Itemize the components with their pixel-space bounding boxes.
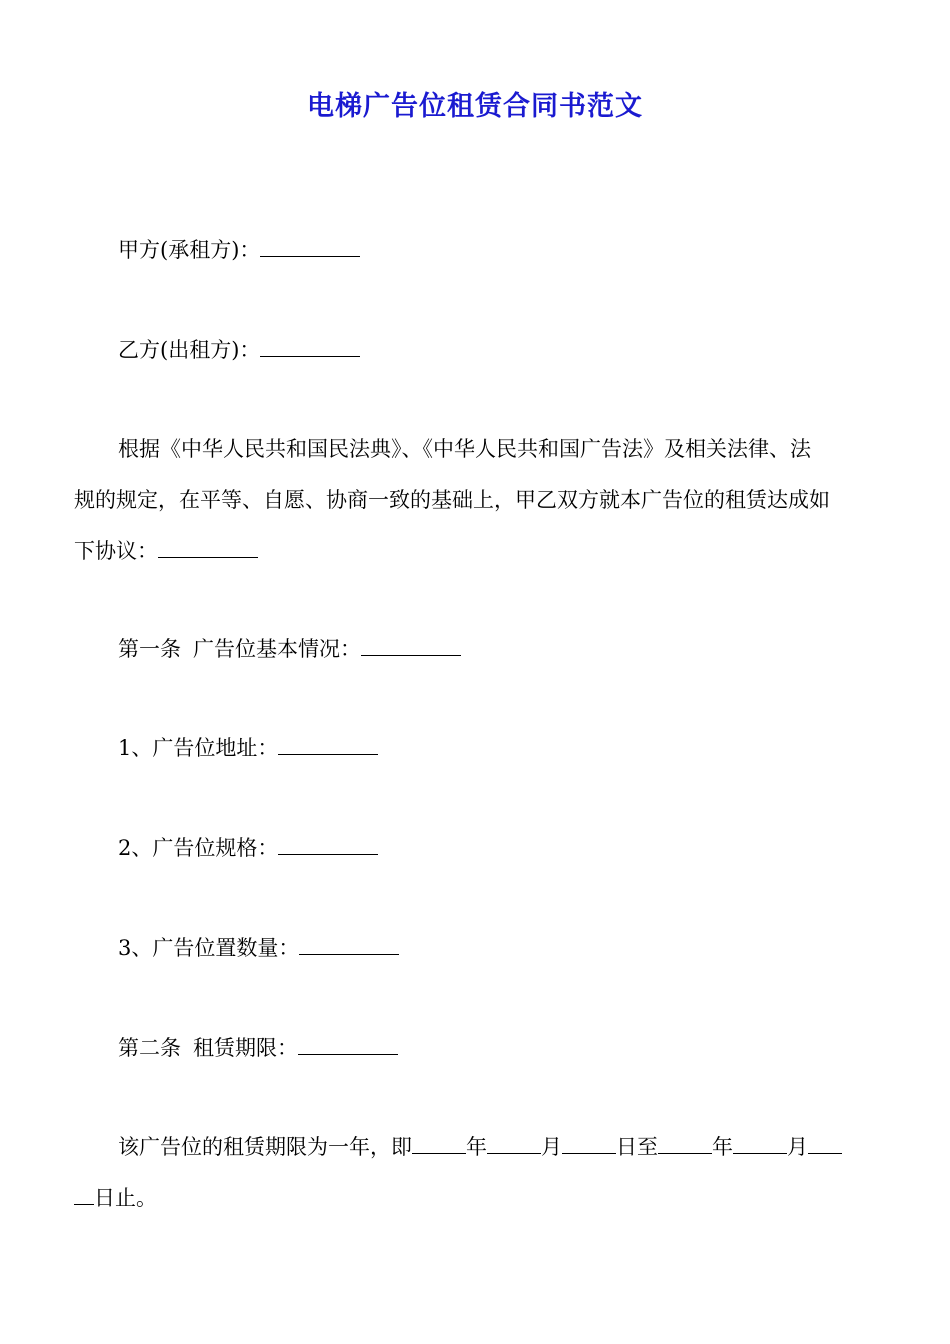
article-1-number: 第一条	[118, 637, 181, 661]
item-3-blank	[299, 934, 399, 955]
item-2-label: 2、广告位规格：	[118, 836, 279, 860]
party-a-label: 甲方(承租方)：	[118, 238, 261, 262]
party-a-line	[118, 236, 360, 264]
article-1-title: 广告位基本情况：	[193, 637, 361, 661]
preamble-line-1: 根据《中华人民共和国民法典》、《中华人民共和国广告法》及相关法律、法	[118, 437, 811, 461]
party-a-blank	[260, 236, 360, 257]
preamble-line-3	[74, 537, 258, 565]
term-line-1	[118, 1133, 842, 1161]
end-day-blank-part-2	[74, 1184, 94, 1205]
term-line-2	[74, 1184, 157, 1212]
term-prefix: 该广告位的租赁期限为一年，即	[118, 1135, 412, 1159]
article-1-heading	[118, 635, 461, 663]
party-b-blank	[260, 336, 360, 357]
article-1-item-2	[118, 834, 378, 862]
article-2-blank	[298, 1034, 398, 1055]
party-b-label: 乙方(出租方)：	[118, 338, 261, 362]
party-b-line	[118, 336, 360, 364]
item-1-blank	[278, 734, 378, 755]
article-1-blank	[361, 635, 461, 656]
start-day-blank	[562, 1133, 616, 1154]
item-3-label: 3、广告位置数量：	[118, 936, 300, 960]
item-1-label: 1、广告位地址：	[118, 736, 279, 760]
start-month-blank	[487, 1133, 541, 1154]
preamble-blank	[158, 537, 258, 558]
item-2-blank	[278, 834, 378, 855]
end-year-label: 年	[712, 1135, 733, 1159]
day-end-label: 日止。	[94, 1186, 157, 1210]
preamble-line-2: 规的规定，在平等、自愿、协商一致的基础上，甲乙双方就本广告位的租赁达成如	[74, 488, 830, 512]
document-title: 电梯广告位租赁合同书范文	[307, 91, 643, 122]
start-year-label: 年	[466, 1135, 487, 1159]
end-year-blank	[658, 1133, 712, 1154]
preamble-line-3-text: 下协议：	[74, 539, 158, 563]
start-year-blank	[412, 1133, 466, 1154]
start-month-label: 月	[541, 1135, 562, 1159]
article-1-item-1	[118, 734, 378, 762]
article-2-number: 第二条	[118, 1036, 181, 1060]
article-2-heading	[118, 1034, 398, 1062]
article-2-title: 租赁期限：	[193, 1036, 298, 1060]
end-month-blank	[733, 1133, 787, 1154]
day-to-label: 日至	[616, 1135, 658, 1159]
end-month-label: 月	[787, 1135, 808, 1159]
end-day-blank-part-1	[808, 1133, 842, 1154]
article-1-item-3	[118, 934, 399, 962]
